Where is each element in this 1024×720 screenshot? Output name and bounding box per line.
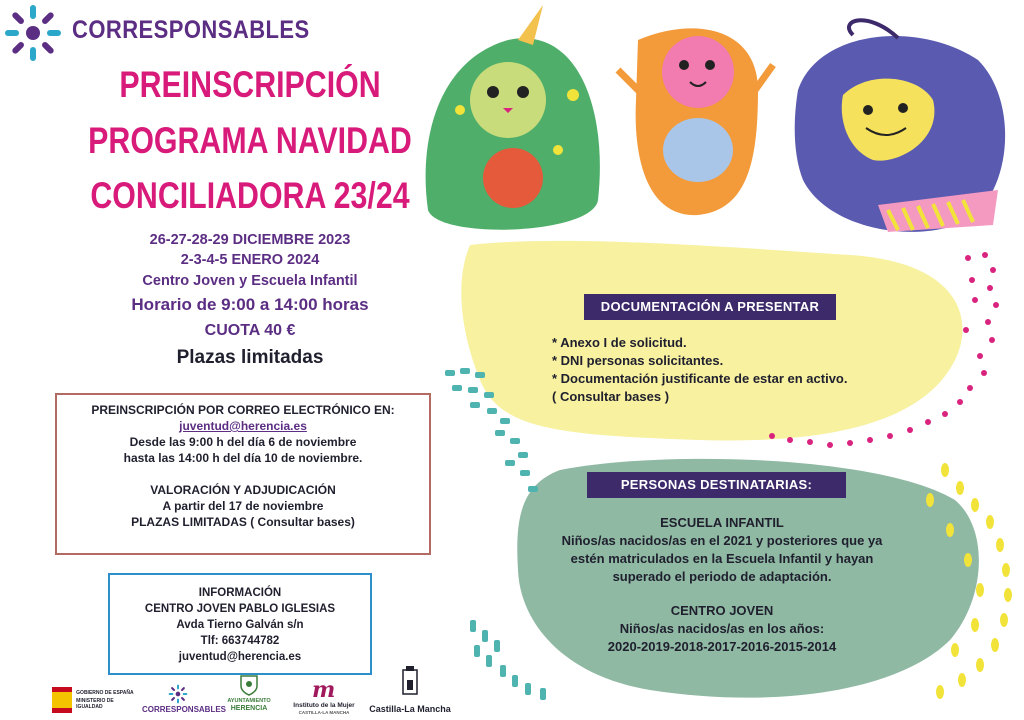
registration-to: hasta las 14:00 h del día 10 de noviembre. bbox=[123, 451, 363, 465]
doc-item-1: * Anexo I de solicitud. bbox=[552, 335, 687, 350]
title-line-2: PROGRAMA NAVIDAD bbox=[88, 120, 412, 161]
spain-flag-icon bbox=[52, 687, 72, 713]
orange-monster bbox=[618, 28, 773, 215]
school-line-3: superado el periodo de adaptación. bbox=[612, 569, 832, 584]
valuation-heading: VALORACIÓN Y ADJUDICACIÓN bbox=[150, 483, 336, 497]
castilla-la-mancha-logo bbox=[368, 666, 452, 718]
school-line-1: Niños/as nacidos/as en el 2021 y posteriores que ya bbox=[561, 533, 883, 548]
coat-of-arms-icon bbox=[239, 674, 259, 696]
doc-item-3: * Documentación justificante de estar en activo. bbox=[552, 371, 848, 386]
youth-line-1: Niños/as nacidos/as en los años: bbox=[619, 621, 825, 636]
venue: Centro Joven y Escuela Infantil bbox=[142, 273, 358, 289]
registration-heading: PREINSCRIPCIÓN POR CORREO ELECTRÓNICO EN: bbox=[91, 403, 395, 417]
dates-december: 26-27-28-29 DICIEMBRE 2023 bbox=[149, 232, 351, 248]
documentation-banner: DOCUMENTACIÓN A PRESENTAR bbox=[584, 294, 836, 320]
youth-heading: CENTRO JOVEN bbox=[670, 603, 774, 618]
info-center: CENTRO JOVEN PABLO IGLESIAS bbox=[144, 603, 336, 615]
ministry-name: MINISTERIO DE IGUALDAD bbox=[76, 698, 114, 710]
castilla-la-mancha-text: Castilla-La Mancha bbox=[369, 704, 451, 714]
registration-from: Desde las 9:00 h del día 6 de noviembre bbox=[129, 435, 357, 449]
doc-item-2: * DNI personas solicitantes. bbox=[552, 353, 724, 368]
gobierno-logo bbox=[52, 686, 136, 714]
gov-name: GOBIERNO DE ESPAÑA bbox=[76, 690, 134, 696]
mujer-m-icon: m bbox=[312, 677, 336, 703]
corresponsables-small-icon bbox=[167, 684, 189, 704]
doc-item-4: ( Consultar bases ) bbox=[552, 389, 670, 404]
dates-january: 2-3-4-5 ENERO 2024 bbox=[180, 252, 320, 268]
corresponsables-footer-logo bbox=[142, 684, 227, 716]
corresponsables-footer-text: CORRESPONSABLES bbox=[142, 705, 227, 714]
registration-box bbox=[55, 393, 431, 555]
ayuntamiento-text: AYUNTAMIENTO bbox=[227, 698, 271, 704]
school-line-2: estén matriculados en la Escuela Infantil y hayan bbox=[570, 551, 874, 566]
instituto-mujer-logo bbox=[286, 677, 362, 717]
info-email[interactable]: juventud@herencia.es bbox=[178, 651, 302, 663]
info-heading: INFORMACIÓN bbox=[198, 587, 282, 599]
title-line-3: CONCILIADORA 23/24 bbox=[90, 175, 410, 216]
info-phone: Tlf: 663744782 bbox=[200, 635, 280, 647]
corresponsables-logo-icon bbox=[3, 3, 63, 63]
ayuntamiento-logo bbox=[222, 674, 276, 718]
information-box bbox=[108, 573, 372, 675]
info-address: Avda Tierno Galván s/n bbox=[176, 619, 304, 631]
schedule: Horario de 9:00 a 14:00 horas bbox=[131, 295, 369, 314]
instituto-mujer-text: Instituto de la Mujer bbox=[293, 702, 355, 709]
valuation-date: A partir del 17 de noviembre bbox=[162, 499, 324, 513]
title-line-1: PREINSCRIPCIÓN bbox=[119, 64, 381, 105]
brand-name: CORRESPONSABLES bbox=[72, 16, 310, 44]
recipients-banner: PERSONAS DESTINATARIAS: bbox=[587, 472, 846, 498]
monsters-illustration bbox=[398, 0, 1024, 260]
valuation-note: PLAZAS LIMITADAS ( Consultar bases) bbox=[131, 515, 355, 529]
limited-places: Plazas limitadas bbox=[176, 347, 324, 368]
school-heading: ESCUELA INFANTIL bbox=[660, 515, 784, 530]
castle-icon bbox=[400, 666, 420, 700]
youth-line-2: 2020-2019-2018-2017-2016-2015-2014 bbox=[607, 639, 837, 654]
purple-monster bbox=[795, 20, 1005, 232]
registration-email-link[interactable]: juventud@herencia.es bbox=[179, 419, 307, 433]
yellow-blob bbox=[461, 241, 962, 441]
fee: CUOTA 40 € bbox=[204, 322, 296, 339]
herencia-text: HERENCIA bbox=[230, 705, 268, 712]
instituto-mujer-region: CASTILLA-LA MANCHA bbox=[298, 710, 350, 715]
